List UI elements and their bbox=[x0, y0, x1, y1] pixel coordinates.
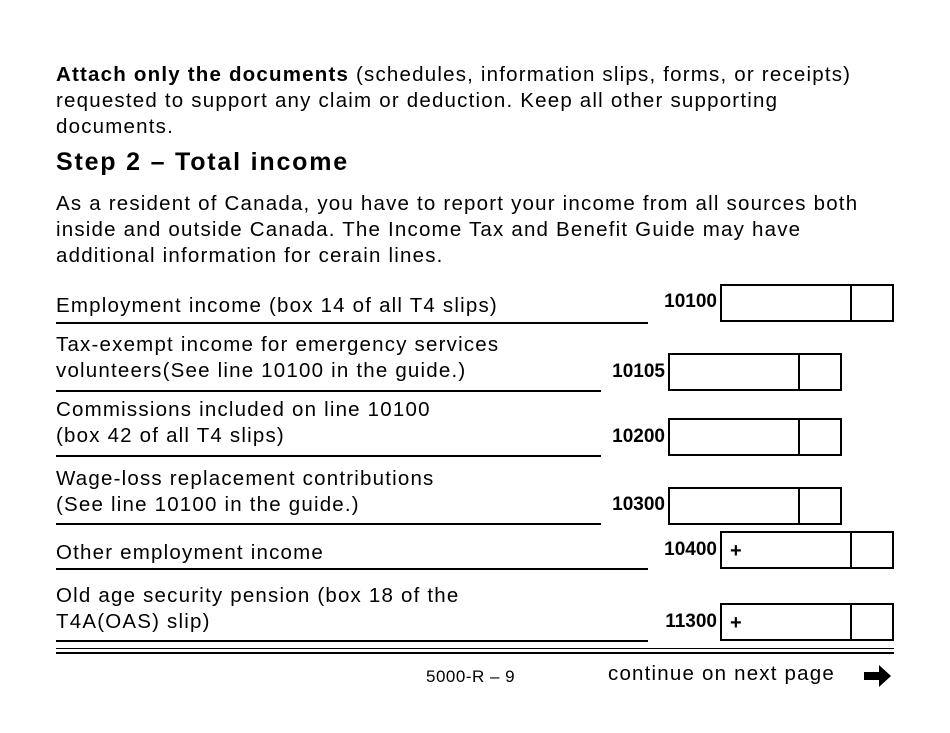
cents-divider bbox=[798, 489, 800, 523]
cents-divider bbox=[798, 420, 800, 454]
line-label: (box 42 of all T4 slips) bbox=[56, 424, 285, 447]
amount-field-11300[interactable] bbox=[720, 603, 894, 641]
line-code: 11300 bbox=[665, 611, 717, 632]
total-double-rule-top bbox=[56, 648, 894, 649]
cents-divider bbox=[850, 605, 852, 639]
amount-field-10300[interactable] bbox=[668, 487, 842, 525]
line-code: 10400 bbox=[664, 539, 717, 560]
intro-paragraph bbox=[56, 62, 896, 140]
step-description: As a resident of Canada, you have to report your income from all sources both inside and outside Canada. The Income Tax and Benefit Guide may have additional information for cerain lines. bbox=[56, 192, 859, 267]
line-rule bbox=[56, 455, 601, 457]
line-label: Other employment income bbox=[56, 541, 325, 564]
line-label: volunteers(See line 10100 in the guide.) bbox=[56, 359, 467, 382]
cents-divider bbox=[798, 355, 800, 389]
cents-divider bbox=[850, 533, 852, 567]
line-rule bbox=[56, 568, 648, 570]
line-label: Tax-exempt income for emergency services bbox=[56, 333, 500, 356]
line-label: T4A(OAS) slip) bbox=[56, 610, 211, 633]
line-code: 10200 bbox=[612, 426, 665, 447]
amount-field-10100[interactable] bbox=[720, 284, 894, 322]
line-code: 10300 bbox=[612, 494, 665, 515]
arrow-right-icon bbox=[864, 664, 892, 688]
line-label: Employment income (box 14 of all T4 slips) bbox=[56, 294, 498, 317]
line-rule bbox=[56, 322, 648, 324]
line-label: Commissions included on line 10100 bbox=[56, 398, 431, 421]
cents-divider bbox=[850, 286, 852, 320]
intro-rest: (schedules, information slips, forms, or receipts) requested to support any claim or deduction. Keep all other supporting documents. bbox=[56, 63, 852, 138]
line-rule bbox=[56, 523, 601, 525]
line-label: (See line 10100 in the guide.) bbox=[56, 493, 360, 516]
continue-text: continue on next page bbox=[608, 662, 835, 685]
line-label: Wage-loss replacement contributions bbox=[56, 467, 435, 490]
plus-sign: + bbox=[730, 612, 742, 634]
line-rule bbox=[56, 640, 648, 642]
amount-field-10105[interactable] bbox=[668, 353, 842, 391]
total-double-rule-bottom bbox=[56, 652, 894, 654]
line-code: 10105 bbox=[612, 361, 665, 382]
plus-sign: + bbox=[730, 540, 742, 562]
amount-field-10400[interactable] bbox=[720, 531, 894, 569]
intro-bold: Attach only the documents bbox=[56, 63, 350, 86]
step-title: Step 2 – Total income bbox=[56, 148, 349, 176]
form-code: 5000-R – 9 bbox=[426, 667, 516, 686]
amount-field-10200[interactable] bbox=[668, 418, 842, 456]
line-code: 10100 bbox=[664, 291, 717, 312]
line-rule bbox=[56, 390, 601, 392]
line-label: Old age security pension (box 18 of the bbox=[56, 584, 460, 607]
